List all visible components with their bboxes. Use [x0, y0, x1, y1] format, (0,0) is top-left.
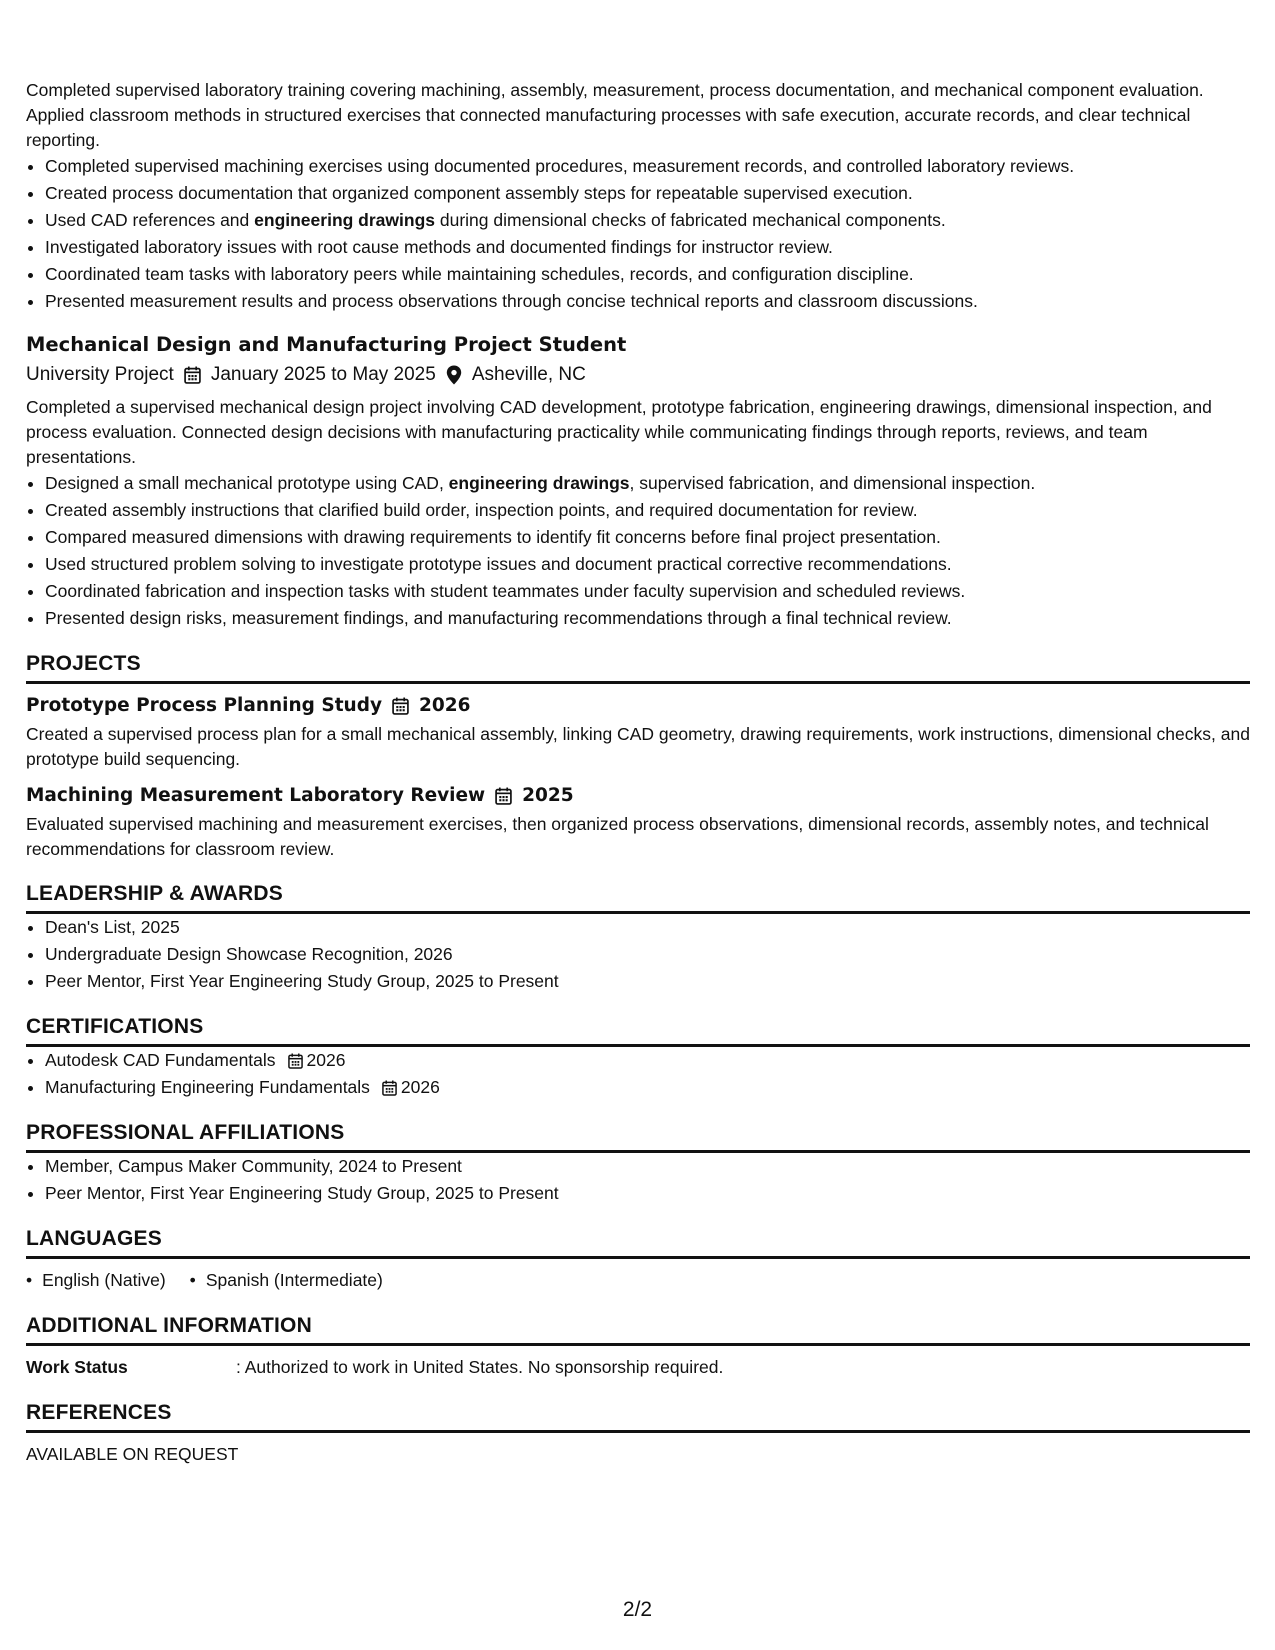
job-dates: January 2025 to May 2025	[210, 364, 436, 385]
bullet-text: during dimensional checks of fabricated mechanical components.	[435, 210, 946, 230]
job-organization: University Project	[26, 364, 174, 385]
project-title	[26, 692, 1250, 720]
calendar-icon	[495, 787, 512, 805]
section-heading-certifications: CERTIFICATIONS	[26, 1013, 1250, 1047]
list-item	[45, 1074, 1250, 1101]
certification-date: 2026	[400, 1077, 440, 1097]
project-name: Prototype Process Planning Study	[26, 695, 383, 716]
list-item	[45, 1047, 1250, 1074]
calendar-icon	[184, 366, 201, 384]
certification-name: • Manufacturing Engineering Fundamentals	[45, 1077, 370, 1097]
list-item: • Created process documentation that organized component assembly steps for repeatable supervised execution.	[45, 180, 1250, 207]
job-location: Asheville, NC	[471, 364, 586, 385]
list-item: • Peer Mentor, First Year Engineering Study Group, 2025 to Present	[45, 968, 1250, 995]
project-date: 2026	[419, 695, 471, 716]
list-item: • Member, Campus Maker Community, 2024 to Present	[45, 1153, 1250, 1180]
list-item	[45, 207, 1250, 234]
section-heading-additional: ADDITIONAL INFORMATION	[26, 1312, 1250, 1346]
experience-bullets	[26, 153, 1250, 315]
certification-date: 2026	[306, 1050, 346, 1070]
project-name: Machining Measurement Laboratory Review	[26, 785, 486, 806]
page-number: 2/2	[622, 1598, 653, 1621]
work-status-value: : Authorized to work in United States. No sponsorship required.	[236, 1357, 724, 1377]
calendar-icon	[382, 1080, 397, 1096]
calendar-icon	[392, 697, 409, 715]
leadership-list	[26, 914, 1250, 995]
list-item: • Coordinated team tasks with laboratory peers while maintaining schedules, records, and configuration discipline.	[45, 261, 1250, 288]
list-item: • Compared measured dimensions with drawing requirements to identify fit concerns before final project presentation.	[45, 524, 1250, 551]
certifications-list	[26, 1047, 1250, 1101]
experience-bullets	[26, 470, 1250, 632]
section-heading-references: REFERENCES	[26, 1399, 1250, 1433]
section-heading-languages: LANGUAGES	[26, 1225, 1250, 1259]
list-item: • Presented measurement results and process observations through concise technical reports and classroom discussions.	[45, 288, 1250, 315]
language-item: • English (Native)	[26, 1267, 166, 1294]
references-text: AVAILABLE ON REQUEST	[26, 1444, 239, 1464]
resume-page	[26, 78, 1250, 1468]
work-status-row	[26, 1354, 1250, 1381]
list-item: • Dean's List, 2025	[45, 914, 1250, 941]
experience-summary: Completed supervised laboratory training covering machining, assembly, measurement, process documentation, and mechanical component evaluation. Applied classroom methods in structured exercises that connected manufacturing processes with safe execution, accurate records, and clear technical reporting.	[26, 80, 1204, 150]
project-description: Evaluated supervised machining and measurement exercises, then organized process observations, dimensional records, assembly notes, and technical recommendations for classroom review.	[26, 814, 1209, 859]
affiliations-list	[26, 1153, 1250, 1207]
bullet-bold-text: engineering drawings	[254, 210, 436, 230]
project-description: Created a supervised process plan for a small mechanical assembly, linking CAD geometry, drawing requirements, work instructions, dimensional checks, and prototype build sequencing.	[26, 724, 1250, 769]
list-item	[45, 470, 1250, 497]
bullet-bold-text: engineering drawings	[448, 473, 630, 493]
list-item: • Undergraduate Design Showcase Recognition, 2026	[45, 941, 1250, 968]
work-status-label: Work Status	[26, 1357, 128, 1377]
calendar-icon	[288, 1053, 303, 1069]
project-date: 2025	[522, 785, 574, 806]
languages-list	[26, 1267, 1250, 1294]
section-heading-projects: PROJECTS	[26, 650, 1250, 684]
section-heading-affiliations: PROFESSIONAL AFFILIATIONS	[26, 1119, 1250, 1153]
list-item: • Presented design risks, measurement findings, and manufacturing recommendations through a final technical review.	[45, 605, 1250, 632]
project-title	[26, 782, 1250, 810]
job-meta	[26, 361, 1250, 389]
list-item: • Peer Mentor, First Year Engineering Study Group, 2025 to Present	[45, 1180, 1250, 1207]
certification-name: • Autodesk CAD Fundamentals	[45, 1050, 276, 1070]
section-heading-leadership: LEADERSHIP & AWARDS	[26, 880, 1250, 914]
list-item: • Used structured problem solving to investigate prototype issues and document practical corrective recommendations.	[45, 551, 1250, 578]
list-item: • Created assembly instructions that clarified build order, inspection points, and required documentation for review.	[45, 497, 1250, 524]
list-item: • Completed supervised machining exercises using documented procedures, measurement records, and controlled laboratory reviews.	[45, 153, 1250, 180]
list-item: • Investigated laboratory issues with root cause methods and documented findings for instructor review.	[45, 234, 1250, 261]
language-item: • Spanish (Intermediate)	[190, 1267, 383, 1294]
bullet-text: Used CAD references and	[45, 210, 255, 230]
bullet-text: , supervised fabrication, and dimensional inspection.	[629, 473, 1036, 493]
list-item: • Coordinated fabrication and inspection tasks with student teammates under faculty supervision and scheduled reviews.	[45, 578, 1250, 605]
experience-summary: Completed a supervised mechanical design project involving CAD development, prototype fabrication, engineering drawings, dimensional inspection, and process evaluation. Connected design decisions with manufacturing practicality while communicating findings through reports, reviews, and team presentations.	[26, 397, 1212, 467]
map-pin-icon	[446, 365, 462, 385]
job-title: Mechanical Design and Manufacturing Project Student	[26, 333, 627, 356]
bullet-text: Designed a small mechanical prototype using CAD,	[45, 473, 449, 493]
